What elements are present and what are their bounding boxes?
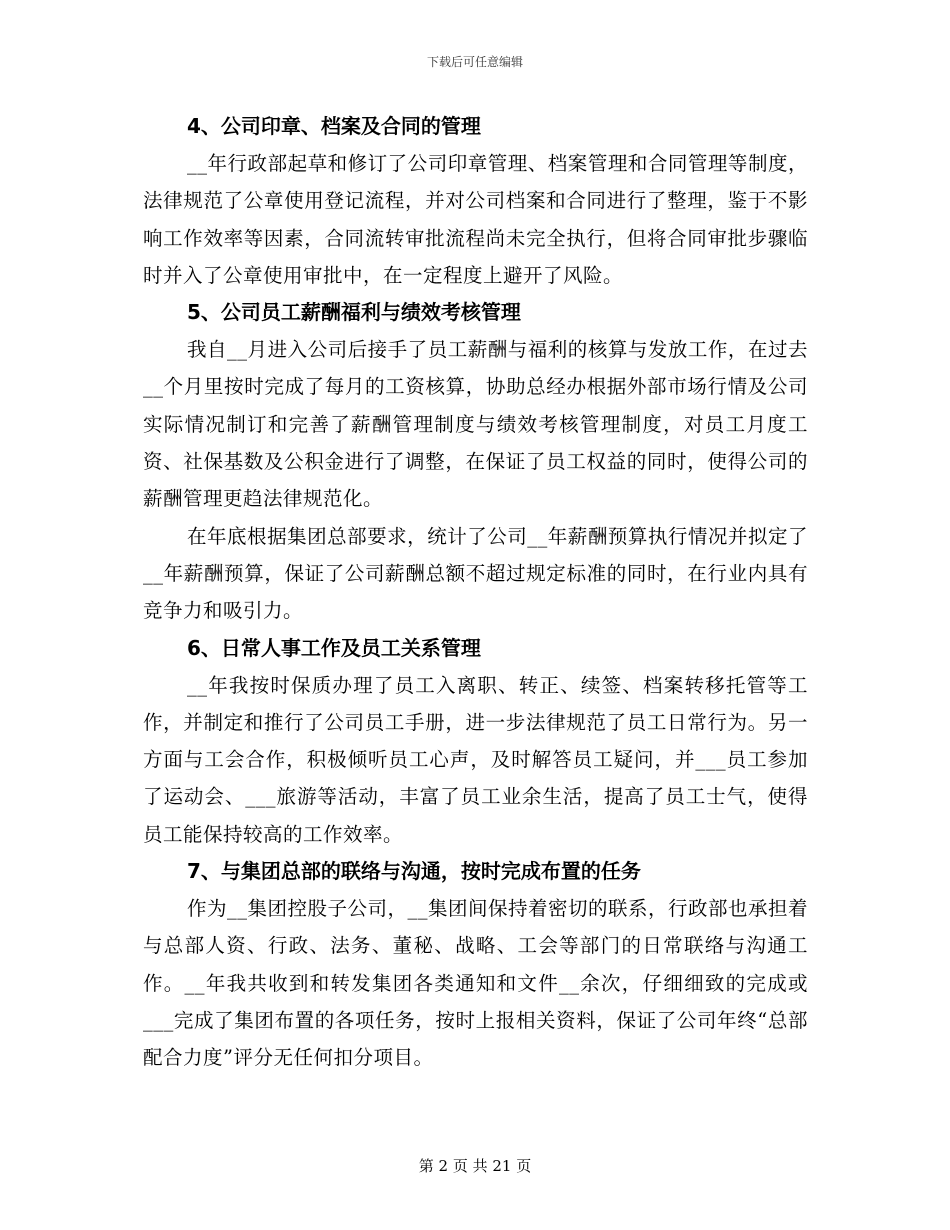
page-footer: 第 2 页 共 21 页 (418, 1157, 532, 1175)
section-4 (143, 108, 808, 294)
section-6 (143, 630, 808, 853)
section-5 (143, 294, 808, 629)
section-paragraph: 作为__集团控股子公司，__集团间保持着密切的联系，行政部也承担着与总部人资、行政、法务、董秘、战略、工会等部门的日常联络与沟通工作。__年我共收到和转发集团各类通知和文件__余次，仔细细致的完成或___完成了集团布置的各项任务，按时上报相关资料，保证了公司年终“总部配合力度”评分无任何扣分项目。 (143, 897, 809, 1070)
section-paragraph: __年行政部起草和修订了公司印章管理、档案管理和合同管理等制度，法律规范了公章使用登记流程，并对公司档案和合同进行了整理，鉴于不影响工作效率等因素，合同流转审批流程尚未完全执行，但将合同审批步骤临时并入了公章使用审批中，在一定程度上避开了风险。 (143, 152, 808, 287)
section-7 (143, 853, 808, 1076)
section-heading: 5、公司员工薪酬福利与绩效考核管理 (187, 300, 521, 325)
document-body (143, 108, 808, 1077)
section-paragraph: __年我按时保质办理了员工入离职、转正、续签、档案转移托管等工作，并制定和推行了公司员工手册，进一步法律规范了员工日常行为。另一方面与工会合作，积极倾听员工心声，及时解答员工疑问，并___员工参加了运动会、___旅游等活动，丰富了员工业余生活，提高了员工士气，使得员工能保持较高的工作效率。 (143, 673, 808, 846)
section-heading: 4、公司印章、档案及合同的管理 (187, 114, 481, 138)
page-header: 下载后可任意编辑 (426, 55, 523, 69)
section-heading: 7、与集团总部的联络与沟通，按时完成布置的任务 (187, 859, 641, 884)
section-paragraph: 我自__月进入公司后接手了员工薪酬与福利的核算与发放工作，在过去__个月里按时完成了每月的工资核算，协助总经办根据外部市场行情及公司实际情况制订和完善了薪酬管理制度与绩效考核管理制度，对员工月度工资、社保基数及公积金进行了调整，在保证了员工权益的同时，使得公司的薪酬管理更趋法律规范化。 (143, 338, 808, 511)
section-heading: 6、日常人事工作及员工关系管理 (187, 635, 481, 660)
section-paragraph: 在年底根据集团总部要求，统计了公司__年薪酬预算执行情况并拟定了__年薪酬预算，保证了公司薪酬总额不超过规定标准的同时，在行业内具有竞争力和吸引力。 (143, 524, 808, 623)
